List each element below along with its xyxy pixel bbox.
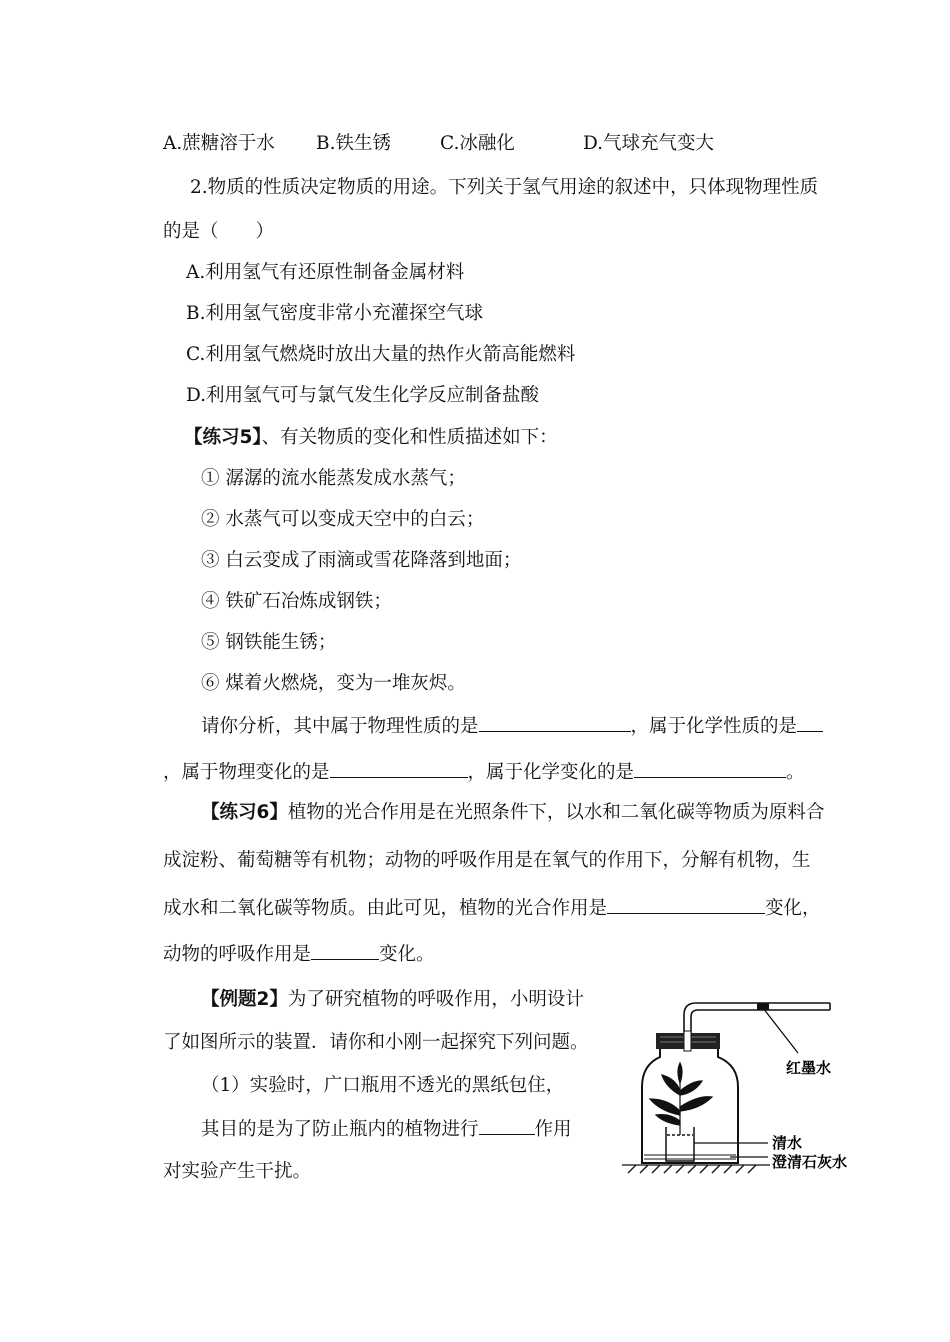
- plant: [650, 1063, 712, 1135]
- ex5-q-part2: ，属于化学性质的是: [630, 716, 798, 737]
- ground-hatch: [622, 1165, 770, 1173]
- label-red-ink: 红墨水: [786, 1059, 832, 1077]
- label-limewater: 澄清石灰水: [772, 1153, 848, 1171]
- q1-option-a: A.蔗糖溶于水: [163, 133, 275, 154]
- example2-text-4b: 作用: [534, 1119, 572, 1140]
- example2-line3: （1）实验时，广口瓶用不透光的黑纸包住，: [201, 1075, 565, 1096]
- ex5-q-part3: ，属于物理变化的是: [163, 762, 330, 783]
- ex5-tag: 【练习5】: [184, 427, 262, 448]
- ex5-blank-chemical-change[interactable]: [634, 759, 786, 778]
- ex6-blank-respiration[interactable]: [311, 941, 379, 960]
- ex6-line4: [163, 941, 435, 968]
- example2-text-1: 为了研究植物的呼吸作用，小明设计: [287, 989, 584, 1010]
- ex5-blank-physical-property[interactable]: [479, 713, 631, 732]
- q1-option-b: B.铁生锈: [316, 133, 391, 154]
- ex5-item-4: ④ 铁矿石冶炼成钢铁；: [201, 591, 392, 612]
- ex5-question-line2: [163, 759, 805, 786]
- ex5-item-6: ⑥ 煤着火燃烧，变为一堆灰烬。: [201, 673, 466, 694]
- example2-text-4a: 其目的是为了防止瓶内的植物进行: [201, 1119, 479, 1140]
- ex5-item-2: ② 水蒸气可以变成天空中的白云；: [201, 509, 485, 530]
- ex6-blank-photosynthesis[interactable]: [607, 895, 765, 914]
- example2-blank-photosynthesis[interactable]: [479, 1116, 535, 1135]
- ex5-intro: 、有关物质的变化和性质描述如下：: [261, 427, 558, 448]
- label-water: 清水: [772, 1134, 803, 1152]
- ex5-item-1: ① 潺潺的流水能蒸发成水蒸气；: [201, 468, 466, 489]
- ex5-blank-physical-change[interactable]: [330, 759, 468, 778]
- example2-line4: [201, 1116, 572, 1143]
- ex6-tag: 【练习6】: [201, 802, 288, 823]
- q2-option-d: D.利用氢气可与氯气发生化学反应制备盐酸: [186, 385, 540, 406]
- ex6-line3: [163, 895, 821, 922]
- ex5-item-5: ⑤ 钢铁能生锈；: [201, 632, 337, 653]
- q2-option-b: B.利用氢气密度非常小充灌探空气球: [186, 303, 483, 324]
- ex6-text-4a: 动物的呼吸作用是: [163, 944, 312, 965]
- q1-option-d: D.气球充气变大: [583, 133, 715, 154]
- example2-line5: 对实验产生干扰。: [163, 1161, 312, 1182]
- ex6-text-3a: 成水和二氧化碳等物质。由此可见，植物的光合作用是: [163, 898, 608, 919]
- ink-leader-line: [763, 1008, 798, 1053]
- example2-line2: 了如图所示的装置．请你和小刚一起探究下列问题。: [163, 1032, 589, 1053]
- ex5-question-line1: [201, 713, 823, 740]
- limewater-layer: [644, 1155, 736, 1159]
- example2-tag: 【例题2】: [201, 989, 288, 1010]
- ex6-text-1: 植物的光合作用是在光照条件下，以水和二氧化碳等物质为原料合: [287, 802, 825, 823]
- q2-stem-line2: 的是（ ）: [163, 221, 275, 242]
- q2-option-a: A.利用氢气有还原性制备金属材料: [186, 262, 465, 283]
- apparatus-figure: [620, 995, 870, 1180]
- example2-line1: [201, 987, 584, 1013]
- ex6-text-4b: 变化。: [379, 944, 435, 965]
- q1-option-c: C.冰融化: [440, 133, 515, 154]
- ex6-text-3b: 变化，: [765, 898, 821, 919]
- ex5-blank-chemical-property[interactable]: [797, 713, 823, 732]
- q2-stem-line1: 2.物质的性质决定物质的用途。下列关于氢气用途的叙述中，只体现物理性质: [190, 177, 819, 198]
- stopper: [656, 1031, 720, 1051]
- ex5-q-part1: 请你分析，其中属于物理性质的是: [201, 716, 479, 737]
- q2-option-c: C.利用氢气燃烧时放出大量的热作火箭高能燃料: [186, 344, 576, 365]
- ex6-line2: 成淀粉、葡萄糖等有机物；动物的呼吸作用是在氧气的作用下，分解有机物，生: [163, 850, 811, 871]
- ex5-q-end: 。: [786, 762, 805, 783]
- ex6-line1: [201, 800, 824, 826]
- ex5-q-part4: ，属于化学变化的是: [467, 762, 635, 783]
- ex5-item-3: ③ 白云变成了雨滴或雪花降落到地面；: [201, 550, 522, 571]
- ex5-heading: [184, 425, 558, 451]
